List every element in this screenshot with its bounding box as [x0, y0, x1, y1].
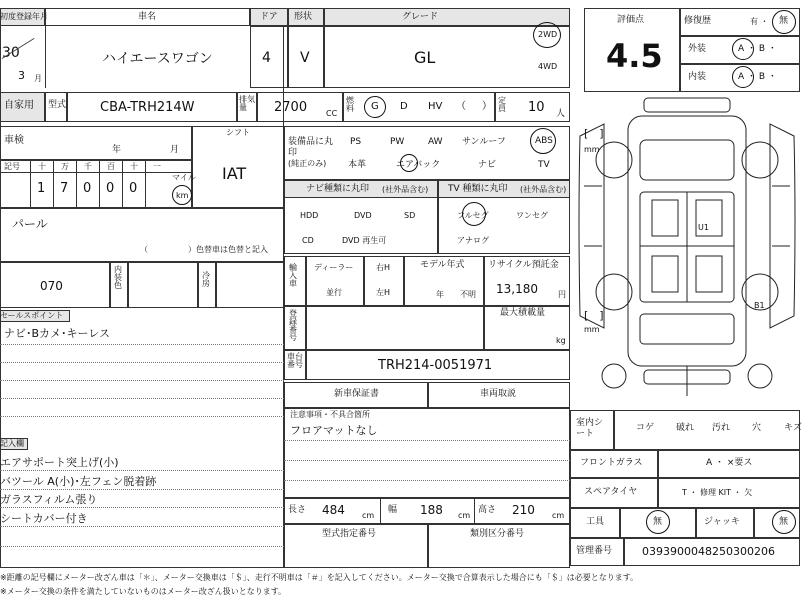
fuel-label: 燃料 — [346, 96, 354, 113]
model-value: CBA-TRH214W — [100, 100, 195, 115]
type-number-label: 型式指定番号 — [322, 529, 377, 539]
sheet-koge: コゲ — [636, 423, 655, 433]
recycle-value: 13,180 — [496, 282, 538, 296]
caution-cell — [284, 408, 570, 498]
registration-label: 登録番号 — [289, 309, 297, 342]
odo-unit-label: 十 — [38, 162, 46, 171]
equip-navi: ナビ — [478, 160, 497, 170]
equip-abs: ABS — [535, 136, 553, 146]
color-note: （ ）色替車は色替と記入 — [140, 245, 268, 254]
jack-label: ジャッキ — [704, 517, 740, 527]
import-right-h: 右H — [376, 263, 391, 272]
repair-none: 無 — [779, 16, 789, 26]
notes-label: 記入欄 — [0, 439, 24, 448]
chassis-label: 車台番号 — [287, 352, 303, 369]
jack-value: 無 — [779, 517, 789, 527]
car-name-value: ハイエースワゴン — [102, 51, 213, 67]
fuel-option-d: D — [400, 101, 408, 112]
inspection-cell — [0, 126, 192, 160]
equip-leather: 本革 — [348, 160, 367, 170]
recycle-label: リサイクル預託金 — [488, 260, 559, 270]
class-number-label: 類別区分番号 — [470, 529, 525, 539]
odo-unit-label: 百 — [107, 162, 115, 171]
ruled-line — [0, 416, 284, 417]
equip-pw: PW — [390, 137, 405, 147]
navi-sd: SD — [404, 211, 416, 220]
displacement-label: 排気量 — [239, 95, 255, 112]
chassis-value: TRH214-0051971 — [378, 358, 493, 373]
navi-cd: CD — [302, 236, 314, 245]
color-name: パール — [12, 217, 48, 231]
tools-label: 工具 — [586, 517, 605, 527]
ruled-line — [0, 546, 284, 547]
bracket-top: [ ] — [584, 127, 604, 140]
record-label: 記号 — [4, 162, 20, 171]
tv-sub: (社外品含む) — [520, 185, 567, 194]
equipment-label: 装備品に丸印 — [288, 137, 334, 158]
front-glass-options: A ・ ×要ス — [706, 458, 753, 468]
model-label: 型式 — [48, 100, 67, 110]
sheet-kizu: キズ — [784, 423, 802, 433]
management-label: 管理番号 — [576, 546, 613, 556]
model-year-label: モデル年式 — [420, 260, 465, 270]
exterior-grades: A ・ B ・ — [738, 44, 777, 54]
fuel-option-g: G — [371, 101, 379, 112]
navi-hdd: HDD — [300, 211, 319, 220]
odo-digit: 0 — [83, 181, 92, 196]
door-value: 4 — [262, 50, 271, 66]
score-label: 評価点 — [617, 15, 645, 25]
fuel-option-close: ） — [482, 101, 492, 112]
tv-oneseg: ワンセグ — [516, 211, 548, 220]
tv-label: TV 種類に丸印 — [448, 184, 508, 194]
width-value: 188 — [420, 503, 443, 517]
height-unit: cm — [552, 511, 565, 520]
score-value: 4.5 — [606, 37, 663, 75]
reg-year-label: 初度登録年月 — [0, 12, 48, 21]
interior-color-label: 内装色 — [114, 265, 122, 290]
navi-dvd: DVD — [354, 211, 372, 220]
capacity-label: 定員 — [498, 96, 506, 113]
shift-value: IAT — [222, 164, 247, 183]
ruled-line — [0, 344, 284, 345]
odo-digit: 1 — [37, 181, 46, 196]
model-year-unknown: 不明 — [460, 290, 476, 299]
color-code: 070 — [40, 279, 63, 293]
reg-year-value: 30 — [2, 45, 20, 61]
tv-fullseg: フルセグ — [457, 211, 489, 220]
max-load-label: 最大積載量 — [500, 308, 546, 318]
odo-unit-label: 万 — [61, 162, 69, 171]
fuel-option-open: （ — [456, 101, 466, 112]
shape-label: 形状 — [294, 12, 313, 22]
km-label: km — [176, 191, 189, 200]
inspection-month-unit: 月 — [170, 145, 180, 155]
spare-tire-label: スペアタイヤ — [584, 487, 638, 497]
grade-label: グレード — [402, 12, 439, 22]
width-label: 幅 — [388, 505, 398, 515]
equipment-sublabel: (純正のみ) — [288, 159, 327, 168]
equip-tv: TV — [538, 160, 550, 170]
damage-mark-u1: U1 — [698, 223, 709, 232]
fuel-option-hv: HV — [428, 101, 443, 112]
grade-value: GL — [414, 48, 436, 67]
inspection-label: 車検 — [4, 135, 24, 146]
warranty-label: 新車保証書 — [334, 389, 380, 399]
car-diagram — [574, 96, 800, 406]
equip-sunroof: サンルーフ — [462, 137, 506, 147]
diagram-mm-bottom: mm — [584, 325, 600, 334]
interior-color-value-cell — [128, 262, 198, 308]
navi-dvd-play: DVD 再生可 — [342, 236, 387, 245]
equip-aw: AW — [428, 137, 443, 147]
odo-unit-label: 千 — [84, 162, 92, 171]
note-1: エアサポート突上げ(小) — [0, 456, 119, 469]
sales-point-value: ナビ･Bカメ･キーレス — [4, 327, 110, 340]
interior-sheet-label: 室内シート — [576, 418, 604, 439]
manual-label: 車両取説 — [480, 389, 517, 399]
import-parallel: 並行 — [326, 288, 342, 297]
import-label: 輸入車 — [289, 263, 297, 288]
odo-digit: 7 — [60, 181, 69, 196]
navi-label: ナビ種類に丸印 — [306, 184, 370, 194]
grade-header — [324, 8, 570, 26]
capacity-unit: 人 — [556, 109, 566, 119]
exterior-label: 外装 — [688, 44, 707, 54]
odometer-cell — [0, 160, 192, 208]
sheet-yabure: 破れ — [676, 423, 695, 433]
note-3: ガラスフィルム張り — [0, 493, 98, 506]
tv-analog: アナログ — [457, 236, 489, 245]
diagram-mm-top: mm — [584, 145, 600, 154]
length-value: 484 — [322, 503, 345, 517]
length-label: 長さ — [288, 505, 307, 515]
reg-month-unit: 月 — [34, 74, 42, 83]
odo-unit-label: 十 — [130, 162, 138, 171]
ruled-line — [0, 526, 284, 527]
footer-note-1: ※距離の記号欄にメーター改ざん車は「＊」、メーター交換車は「＄」、走行不明車は「＃」を記入してください。メーター交換で合算表示した場合にも「＄」は必要となります。 — [0, 573, 639, 582]
odo-digit: 0 — [106, 181, 115, 196]
width-unit: cm — [458, 511, 471, 520]
ruled-line — [0, 398, 284, 399]
car-name-label: 車名 — [138, 12, 157, 22]
equip-airbag: エアバック — [396, 160, 441, 170]
height-value: 210 — [512, 503, 535, 517]
equip-ps: PS — [350, 137, 362, 147]
odo-unit-label: 一 — [153, 162, 161, 171]
height-label: 高さ — [478, 505, 497, 515]
displacement-value: 2700 — [274, 100, 308, 115]
ruled-line — [0, 489, 284, 490]
sales-point-label: セールスポイント — [0, 311, 64, 320]
capacity-value: 10 — [528, 100, 545, 115]
drive-4wd: 4WD — [538, 62, 558, 71]
front-glass-label: フロントガラス — [580, 458, 643, 468]
door-label: ドア — [260, 12, 278, 22]
ruled-line — [0, 470, 284, 471]
footer-note-2: ※メーター交換の条件を満たしていないものはメーター改ざん扱いとなります。 — [0, 587, 287, 596]
shift-label: シフト — [226, 128, 250, 137]
use-label: 自家用 — [4, 100, 34, 111]
registration-cell — [306, 306, 484, 350]
reg-month-value: 3 — [18, 69, 25, 82]
caution-label: 注意事項・不具合箇所 — [290, 410, 370, 419]
shape-value: V — [300, 50, 310, 66]
spare-tire-options: T ・ 修理 KIT ・ 欠 — [682, 488, 753, 497]
aircon-label: 冷房 — [202, 271, 210, 288]
interior-label: 内装 — [688, 72, 707, 82]
inspection-year-unit: 年 — [112, 145, 122, 155]
repair-label: 修復歴 — [684, 16, 712, 26]
note-2: バツール A(小)･左フェン脱着跡 — [0, 475, 157, 488]
import-left-h: 左H — [376, 288, 391, 297]
cc-unit: CC — [326, 109, 338, 118]
navi-sub: (社外品含む) — [382, 185, 429, 194]
length-unit: cm — [362, 511, 375, 520]
interior-grades: A ・ B ・ — [738, 72, 777, 82]
caution-value: フロアマットなし — [290, 424, 378, 437]
repair-options: 有 ・ — [750, 17, 769, 26]
management-value: 0393900048250300206 — [642, 545, 775, 558]
import-dealer: ディーラー — [314, 263, 354, 272]
sheet-ana: 穴 — [752, 423, 762, 433]
drive-2wd: 2WD — [538, 30, 558, 39]
bracket-bottom: [ ] — [584, 309, 604, 322]
max-load-kg: kg — [556, 336, 566, 345]
aircon-value-cell — [216, 262, 284, 308]
model-year-unit: 年 — [436, 290, 444, 299]
mile-label: マイル — [172, 173, 196, 182]
sheet-yogore: 汚れ — [712, 423, 731, 433]
odo-digit: 0 — [129, 181, 138, 196]
tools-value: 無 — [653, 517, 663, 527]
damage-mark-b1: B1 — [754, 301, 765, 310]
ruled-line — [0, 362, 284, 363]
note-4: シートカバー付き — [0, 512, 88, 525]
ruled-line — [0, 507, 284, 508]
ruled-line — [0, 380, 284, 381]
recycle-yen: 円 — [558, 290, 566, 299]
